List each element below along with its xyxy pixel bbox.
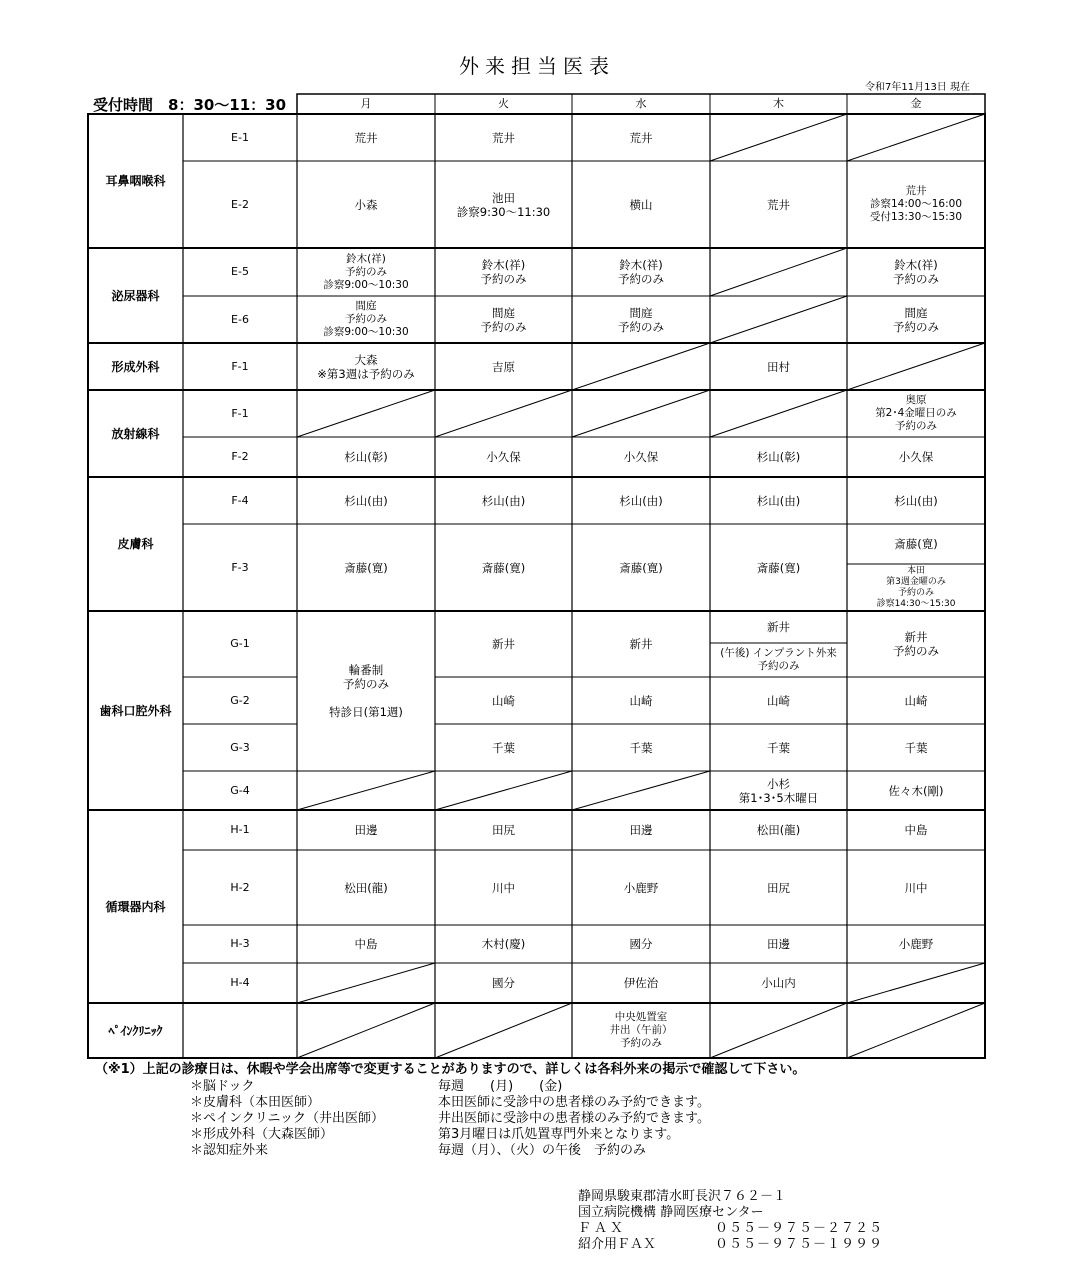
cell-line: 中央処置室 bbox=[614, 1011, 668, 1023]
cell-line: 松田(龍) bbox=[344, 880, 388, 895]
cell-line: 松田(龍) bbox=[756, 823, 801, 837]
department-name: 循環器内科 bbox=[105, 899, 166, 914]
cell-line: 新井 bbox=[904, 630, 928, 644]
room-code: H-1 bbox=[230, 823, 250, 836]
cell-line: 井出（午前） bbox=[609, 1024, 673, 1036]
cell-line: 予約のみ bbox=[895, 420, 937, 432]
day-header-0: 月 bbox=[360, 97, 372, 110]
cell-line: 新井 bbox=[492, 637, 515, 651]
cell-line: 池田 bbox=[492, 190, 515, 205]
cell-line: 診察9:30～11:30 bbox=[456, 204, 551, 219]
schedule-cell bbox=[572, 963, 710, 1003]
note-item-label: ＊認知症外来 bbox=[190, 1143, 269, 1158]
cell-line: 小鹿野 bbox=[623, 880, 659, 895]
note-item-label: ＊皮膚科（本田医師） bbox=[190, 1095, 321, 1110]
schedule-cell bbox=[435, 477, 572, 524]
schedule-cell bbox=[847, 161, 985, 248]
cell-line: 千葉 bbox=[492, 740, 515, 755]
schedule-cell bbox=[847, 810, 985, 850]
cell-line: 斎藤(寛) bbox=[344, 560, 388, 575]
schedule-cell bbox=[572, 810, 710, 850]
cell-line: 川中 bbox=[904, 880, 928, 895]
schedule-cell bbox=[710, 677, 847, 724]
cell-line: 田村 bbox=[767, 359, 790, 374]
schedule-cell bbox=[710, 850, 847, 925]
empty-cell-slash bbox=[710, 1003, 847, 1058]
schedule-cell bbox=[572, 1003, 710, 1058]
schedule-cell bbox=[847, 771, 985, 810]
cell-line: (午後) インプラント外来 bbox=[720, 647, 837, 659]
schedule-cell bbox=[435, 437, 572, 477]
empty-cell-slash bbox=[847, 1003, 985, 1058]
room-code: E-5 bbox=[231, 265, 249, 278]
cell-line: 國分 bbox=[629, 937, 653, 951]
room-code: F-1 bbox=[231, 359, 249, 373]
note-item-label: ＊脳ドック bbox=[190, 1079, 255, 1094]
cell-line: 杉山(由) bbox=[481, 493, 526, 508]
schedule-cell bbox=[572, 161, 710, 248]
cell-line: 小久保 bbox=[623, 450, 659, 464]
cell-line: 予約のみ bbox=[345, 313, 387, 325]
schedule-cell bbox=[435, 677, 572, 724]
cell-line: 荒井 bbox=[354, 130, 378, 145]
room-code: F-2 bbox=[231, 450, 249, 463]
cell-line: 田尻 bbox=[767, 880, 790, 895]
empty-cell-slash bbox=[572, 771, 710, 810]
dental-thursday-top: 新井 bbox=[767, 620, 790, 634]
room-code: H-2 bbox=[230, 880, 250, 894]
room-code: E-6 bbox=[231, 312, 249, 326]
referral-fax-number: ０５５－９７５－１９９９ bbox=[715, 1237, 884, 1252]
schedule-cell bbox=[710, 524, 847, 611]
empty-cell-slash bbox=[297, 390, 435, 437]
cell-line: 小久保 bbox=[898, 450, 934, 464]
schedule-cell bbox=[710, 810, 847, 850]
cell-line: 第3週金曜のみ bbox=[886, 576, 946, 587]
cell-line: 斎藤(寛) bbox=[619, 560, 663, 575]
empty-cell-slash bbox=[847, 343, 985, 390]
cell-line: 千葉 bbox=[767, 740, 790, 755]
cell-line: 予約のみ bbox=[345, 265, 387, 278]
note-item-text: 毎週（月）、（火）の午後 予約のみ bbox=[438, 1143, 647, 1158]
schedule-cell bbox=[847, 390, 985, 437]
schedule-cell bbox=[710, 343, 847, 390]
cell-line: 予約のみ bbox=[618, 319, 664, 334]
cell-line: 小杉 bbox=[767, 776, 790, 791]
cell-line: 輪番制 bbox=[348, 663, 384, 677]
footer-address: 静岡県駿東郡清水町長沢７６２－１ bbox=[578, 1189, 787, 1204]
day-header-1: 火 bbox=[498, 97, 509, 110]
schedule-cell bbox=[297, 343, 435, 390]
room-code: F-4 bbox=[231, 493, 249, 507]
schedule-cell bbox=[297, 925, 435, 963]
dental-monday-rotation bbox=[297, 611, 435, 771]
referral-fax-label: 紹介用ＦＡＸ bbox=[578, 1237, 657, 1252]
note-item-text: 毎週 (月) (金) bbox=[438, 1079, 563, 1094]
empty-cell-slash bbox=[297, 963, 435, 1003]
cell-line: 間庭 bbox=[355, 300, 377, 312]
schedule-cell bbox=[847, 925, 985, 963]
room-code: H-4 bbox=[230, 976, 250, 989]
cell-line: 杉山(由) bbox=[756, 493, 801, 508]
cell-line: 予約のみ bbox=[897, 587, 934, 598]
empty-cell-slash bbox=[297, 1003, 435, 1058]
cell-line: 鈴木(祥) bbox=[481, 258, 526, 272]
room-code bbox=[183, 1003, 297, 1058]
cell-line: 受付13:30～15:30 bbox=[869, 211, 963, 223]
cell-line: 荒井 bbox=[767, 197, 790, 212]
room-code: H-3 bbox=[230, 937, 250, 950]
cell-line: 予約のみ bbox=[893, 272, 939, 286]
schedule-cell bbox=[435, 850, 572, 925]
cell-line: 田尻 bbox=[492, 823, 515, 837]
cell-line: 予約のみ bbox=[480, 272, 527, 286]
cell-line: 荒井 bbox=[905, 185, 927, 197]
room-code: E-2 bbox=[231, 197, 249, 211]
cell-line: 山崎 bbox=[629, 693, 653, 708]
day-header-2: 水 bbox=[635, 97, 647, 110]
empty-cell-slash bbox=[572, 343, 710, 390]
dental-thursday-bottom bbox=[710, 643, 847, 677]
cell-line: 診察14:30～15:30 bbox=[876, 598, 956, 609]
cell-line: 荒井 bbox=[492, 130, 515, 145]
empty-cell-slash bbox=[435, 390, 572, 437]
cell-line: 伊佐治 bbox=[623, 976, 659, 990]
schedule-cell bbox=[435, 524, 572, 611]
cell-line: 山崎 bbox=[492, 693, 515, 708]
cell-line: 杉山(由) bbox=[619, 493, 663, 508]
department-name: ﾍﾟｲﾝｸﾘﾆｯｸ bbox=[108, 1023, 163, 1038]
schedule-cell bbox=[847, 850, 985, 925]
cell-line: 佐々木(剛) bbox=[888, 783, 944, 798]
schedule-cell bbox=[710, 477, 847, 524]
cell-line: 第1･3･5木曜日 bbox=[738, 790, 819, 805]
schedule-cell bbox=[297, 296, 435, 343]
cell-line: 予約のみ bbox=[343, 677, 389, 691]
cell-line: 木村(慶) bbox=[481, 937, 526, 951]
schedule-cell bbox=[435, 114, 572, 161]
empty-cell-slash bbox=[847, 963, 985, 1003]
cell-line: 予約のみ bbox=[893, 319, 939, 334]
schedule-cell bbox=[297, 524, 435, 611]
schedule-cell bbox=[297, 114, 435, 161]
cell-line: 奥原 bbox=[905, 394, 927, 406]
cell-line: 杉山(彰) bbox=[756, 450, 801, 464]
schedule-cell bbox=[435, 296, 572, 343]
as-of-date: 令和7年11月13日 現在 bbox=[865, 82, 970, 93]
cell-line: 田邊 bbox=[354, 823, 378, 837]
schedule-cell bbox=[710, 771, 847, 810]
schedule-cell bbox=[710, 925, 847, 963]
footer-organization: 国立病院機構 静岡医療センター bbox=[578, 1205, 764, 1220]
cell-line: 間庭 bbox=[629, 305, 653, 320]
schedule-cell bbox=[847, 611, 985, 677]
cell-line: 斎藤(寛) bbox=[756, 560, 801, 575]
cell-line: 特診日(第1週) bbox=[329, 705, 403, 719]
schedule-cell bbox=[435, 161, 572, 248]
notes-header: （※1）上記の診療日は、休暇や学会出席等で変更することがありますので、詳しくは各科外来の掲示で確認して下さい。 bbox=[95, 1062, 806, 1077]
schedule-cell bbox=[435, 724, 572, 771]
department-name: 耳鼻咽喉科 bbox=[105, 174, 166, 188]
empty-cell-slash bbox=[435, 771, 572, 810]
room-code: E-1 bbox=[231, 130, 249, 144]
schedule-cell bbox=[710, 963, 847, 1003]
schedule-cell bbox=[572, 114, 710, 161]
cell-line: 予約のみ bbox=[757, 660, 800, 672]
cell-line: 鈴木(祥) bbox=[619, 258, 663, 272]
day-header-4: 金 bbox=[910, 97, 922, 110]
cell-line: 山崎 bbox=[904, 693, 928, 708]
cell-line: 第2･4金曜日のみ bbox=[875, 407, 957, 419]
cell-line: 診察9:00～10:30 bbox=[323, 326, 409, 338]
fax-number: ０５５－９７５－２７２５ bbox=[715, 1221, 884, 1236]
schedule-cell bbox=[572, 296, 710, 343]
note-item-text: 本田医師に受診中の患者様のみ予約できます。 bbox=[438, 1095, 710, 1110]
cell-line: 千葉 bbox=[904, 740, 928, 755]
empty-cell-slash bbox=[710, 296, 847, 343]
schedule-cell bbox=[847, 677, 985, 724]
room-code: G-4 bbox=[230, 783, 250, 797]
cell-line: 國分 bbox=[492, 976, 515, 990]
cell-line: ※第3週は予約のみ bbox=[317, 366, 415, 381]
schedule-cell bbox=[572, 248, 710, 296]
cell-line: 田邊 bbox=[767, 937, 790, 951]
department-name: 泌尿器科 bbox=[111, 288, 160, 303]
schedule-cell bbox=[297, 850, 435, 925]
empty-cell-slash bbox=[710, 114, 847, 161]
schedule-cell bbox=[435, 810, 572, 850]
schedule-cell bbox=[572, 724, 710, 771]
cell-line: 小森 bbox=[354, 197, 378, 212]
cell-line: 小山内 bbox=[761, 976, 796, 990]
cell-line: 本田 bbox=[906, 565, 925, 576]
cell-line: 予約のみ bbox=[620, 1037, 662, 1049]
schedule-cell bbox=[847, 296, 985, 343]
empty-cell-slash bbox=[435, 1003, 572, 1058]
note-item-text: 井出医師に受診中の患者様のみ予約できます。 bbox=[438, 1111, 710, 1126]
department-name: 皮膚科 bbox=[117, 537, 154, 551]
schedule-cell bbox=[710, 724, 847, 771]
cell-line: 診察14:00～16:00 bbox=[869, 198, 963, 210]
schedule-cell bbox=[572, 925, 710, 963]
schedule-cell bbox=[435, 925, 572, 963]
empty-cell-slash bbox=[847, 114, 985, 161]
fax-label: ＦＡＸ bbox=[578, 1221, 627, 1236]
schedule-cell bbox=[435, 343, 572, 390]
cell-line: 間庭 bbox=[904, 305, 928, 320]
cell-line: 中島 bbox=[904, 823, 928, 837]
cell-line: 中島 bbox=[354, 937, 378, 951]
room-code: G-2 bbox=[230, 693, 250, 707]
empty-cell-slash bbox=[572, 390, 710, 437]
cell-line: 千葉 bbox=[629, 740, 653, 755]
schedule-cell bbox=[297, 810, 435, 850]
schedule-cell bbox=[572, 477, 710, 524]
day-header-3: 木 bbox=[773, 97, 784, 110]
cell-line: 田邊 bbox=[629, 823, 653, 837]
cell-line: 小鹿野 bbox=[898, 937, 934, 951]
schedule-cell bbox=[847, 248, 985, 296]
schedule-cell bbox=[297, 477, 435, 524]
schedule-cell bbox=[847, 477, 985, 524]
room-code: G-3 bbox=[230, 740, 250, 754]
schedule-cell bbox=[847, 437, 985, 477]
empty-cell-slash bbox=[710, 248, 847, 296]
cell-line: 予約のみ bbox=[618, 272, 664, 286]
schedule-cell bbox=[710, 161, 847, 248]
cell-line: 間庭 bbox=[492, 305, 515, 320]
schedule-cell bbox=[572, 437, 710, 477]
note-item-label: ＊ペインクリニック（井出医師） bbox=[190, 1111, 384, 1126]
schedule-cell bbox=[572, 677, 710, 724]
cell-line: 杉山(由) bbox=[894, 493, 938, 508]
cell-line: 大森 bbox=[354, 352, 378, 367]
cell-line: 荒井 bbox=[629, 130, 653, 145]
reception-hours: 受付時間 8：30～11：30 bbox=[93, 96, 287, 114]
cell-line: 斎藤(寛) bbox=[481, 560, 526, 575]
cell-line: 予約のみ bbox=[893, 644, 939, 658]
skin-friday-top: 斎藤(寛) bbox=[894, 537, 938, 551]
schedule-cell bbox=[572, 611, 710, 677]
cell-line: 診察9:00～10:30 bbox=[323, 278, 409, 291]
schedule-cell bbox=[710, 437, 847, 477]
empty-cell-slash bbox=[710, 390, 847, 437]
note-item-text: 第3月曜日は爪処置専門外来となります。 bbox=[438, 1127, 680, 1142]
department-name: 形成外科 bbox=[111, 359, 160, 374]
cell-line: 鈴木(祥) bbox=[894, 258, 938, 272]
schedule-cell bbox=[297, 248, 435, 296]
skin-friday-bottom bbox=[847, 564, 985, 611]
department-name: 放射線科 bbox=[111, 426, 160, 441]
cell-line: 杉山(由) bbox=[344, 493, 388, 508]
cell-line: 川中 bbox=[492, 880, 515, 895]
cell-line: 小久保 bbox=[486, 450, 521, 464]
cell-line: 山崎 bbox=[767, 693, 790, 708]
room-code: F-1 bbox=[231, 406, 249, 420]
cell-line: 新井 bbox=[629, 637, 653, 651]
room-code: F-3 bbox=[231, 560, 249, 574]
schedule-cell bbox=[572, 850, 710, 925]
schedule-cell bbox=[297, 437, 435, 477]
schedule-cell bbox=[847, 724, 985, 771]
cell-line: 予約のみ bbox=[480, 319, 527, 334]
schedule-cell bbox=[297, 161, 435, 248]
cell-line: 横山 bbox=[629, 197, 653, 212]
cell-line: 鈴木(祥) bbox=[346, 252, 386, 265]
cell-line: 吉原 bbox=[492, 359, 515, 374]
schedule-cell bbox=[572, 524, 710, 611]
schedule-cell bbox=[435, 611, 572, 677]
cell-line: 杉山(彰) bbox=[344, 450, 388, 464]
note-item-label: ＊形成外科（大森医師） bbox=[190, 1127, 334, 1142]
page-title: 外来担当医表 bbox=[459, 54, 615, 78]
room-code: G-1 bbox=[230, 637, 250, 650]
schedule-cell bbox=[435, 248, 572, 296]
schedule-cell bbox=[435, 963, 572, 1003]
department-name: 歯科口腔外科 bbox=[99, 703, 172, 718]
empty-cell-slash bbox=[297, 771, 435, 810]
